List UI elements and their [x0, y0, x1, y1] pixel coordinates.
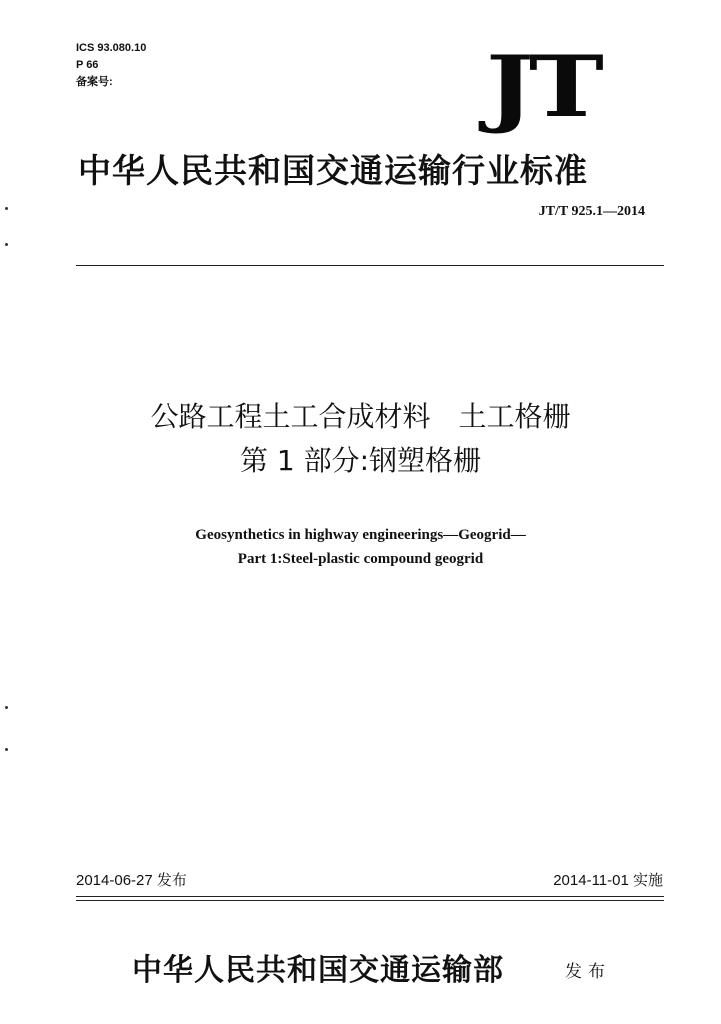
issue-date: 2014-06-27 发布	[76, 872, 187, 889]
english-title	[0, 523, 721, 571]
scan-speck	[5, 706, 8, 709]
bottom-divider	[76, 896, 664, 897]
jt-logo: JT	[486, 37, 600, 136]
filing-number: 备案号:	[76, 76, 113, 88]
chinese-title-line1: 公路工程土工合成材料 土工格栅	[150, 400, 571, 433]
top-divider	[76, 265, 664, 266]
chinese-title	[0, 395, 721, 483]
scan-speck	[5, 207, 8, 210]
english-title-line1: Geosynthetics in highway engineerings—Geogrid—	[195, 527, 526, 543]
chinese-title-line2: 第 1 部分:钢塑格栅	[239, 444, 482, 477]
issuer-title: 中华人民共和国交通运输行业标准	[78, 151, 588, 190]
ics-code: ICS 93.080.10	[76, 42, 147, 54]
bottom-divider-secondary	[76, 900, 664, 901]
standard-number: JT/T 925.1—2014	[538, 204, 645, 219]
scan-speck	[5, 748, 8, 751]
publish-label: 发布	[565, 962, 611, 982]
english-title-line2: Part 1:Steel-plastic compound geogrid	[237, 551, 484, 567]
implementation-date: 2014-11-01 实施	[553, 872, 663, 889]
publisher-name: 中华人民共和国交通运输部	[132, 953, 504, 988]
classification-code: P 66	[76, 59, 99, 71]
scan-speck	[5, 243, 8, 246]
header-meta	[76, 40, 146, 91]
